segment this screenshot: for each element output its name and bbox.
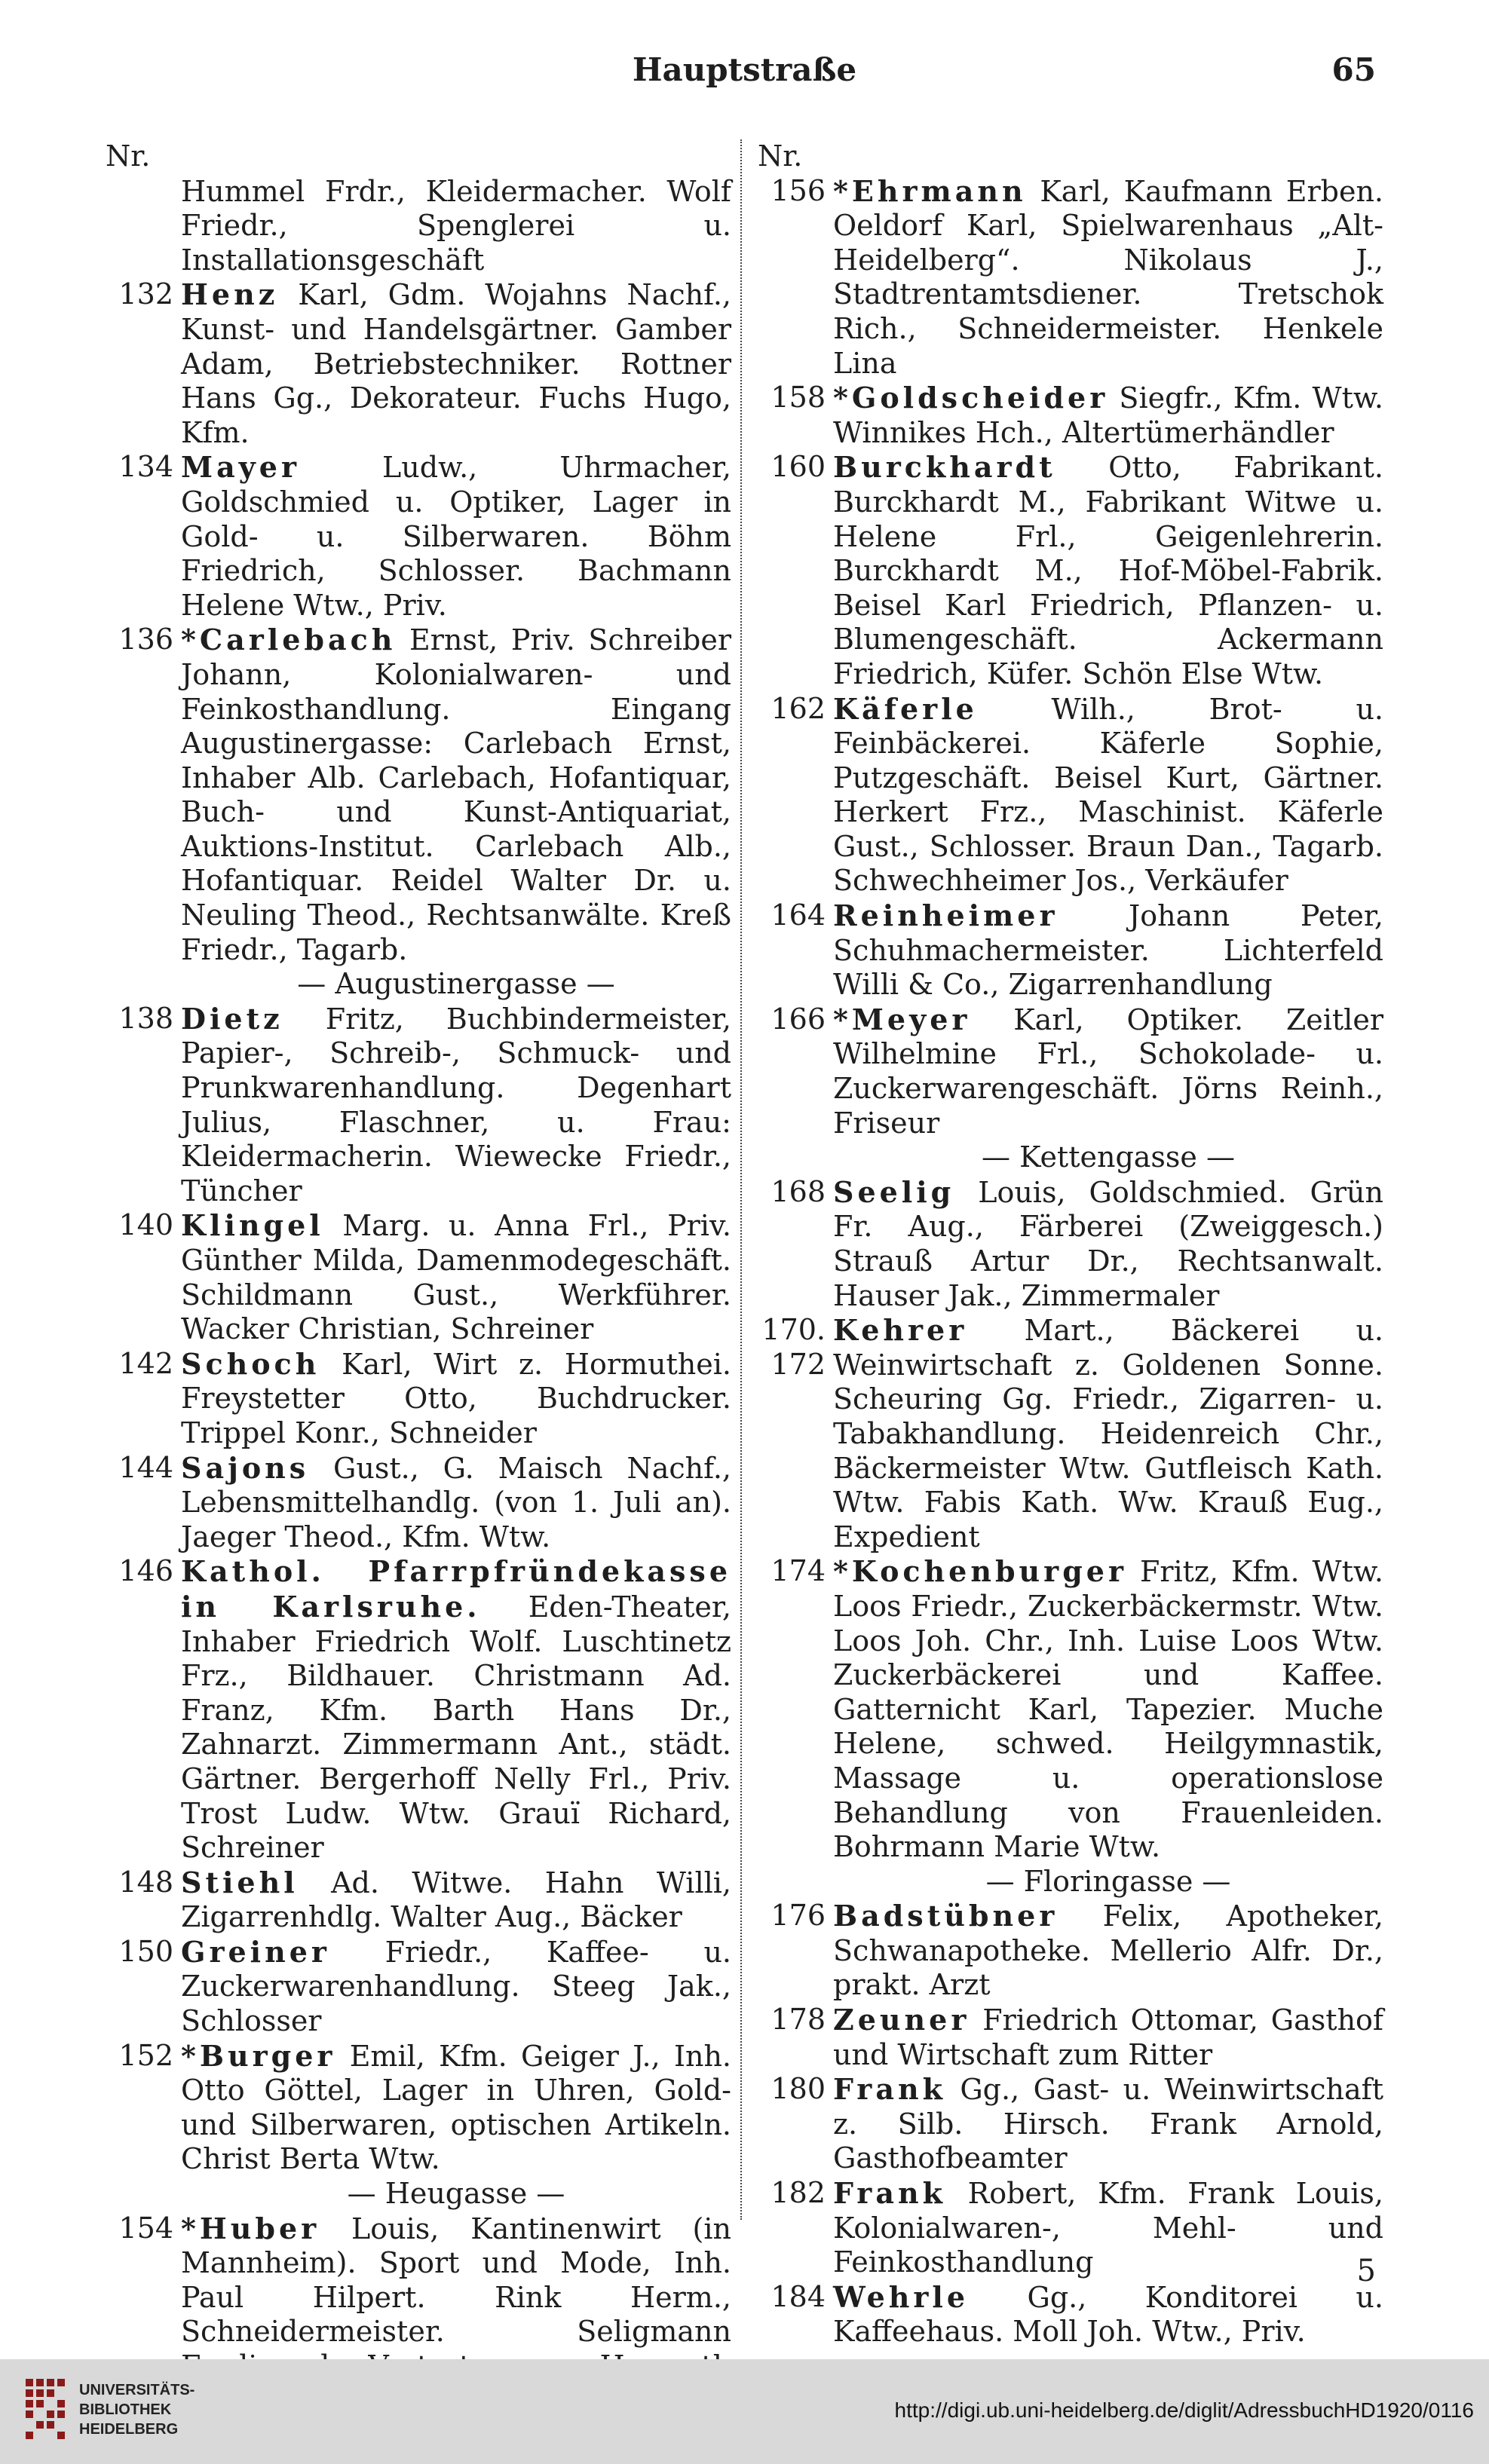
library-name-line: BIBLIOTHEK [79, 2401, 172, 2418]
address-entry [106, 1866, 731, 1935]
house-number: 184 [771, 2279, 826, 2313]
university-library-logo-icon [23, 2374, 68, 2447]
address-entry [106, 1208, 731, 1346]
resident-name: Käferle [833, 691, 978, 726]
house-number: 158 [771, 381, 826, 415]
address-entry [758, 2072, 1383, 2176]
resident-name: *Kochenburger [833, 1554, 1127, 1589]
street-divider: — Heugasse — [347, 2177, 565, 2211]
page-number: 65 [1331, 51, 1376, 88]
entry-text: Karl, Wirt z. Hormuthei. Freystetter Otto, Buchdrucker. Trippel Konr., Schneider [181, 1347, 731, 1449]
nr-label: Nr. [106, 139, 151, 173]
resident-name: *Goldscheider [833, 381, 1109, 415]
address-entry [106, 1451, 731, 1555]
resident-name: Mayer [181, 450, 300, 485]
address-entry [758, 450, 1383, 691]
resident-name: Burckhardt [833, 450, 1056, 485]
street-divider: — Floringasse — [985, 1864, 1231, 1898]
address-entry [106, 623, 731, 967]
entry-text: Ernst, Priv. Schreiber Johann, Kolonialwaren- und Feinkosthandlung. Eingang Augustinergasse: Carlebach Ernst, Inhaber Alb. Carlebach, Hofantiquar, Buch- und Kunst-Antiquariat, Auktions-Institut. Carlebach Alb., Hofantiquar. Reidel Walter Dr. u. Neuling Theod., Rechtsanwälte. Kreß Friedr., Tagarb. [181, 623, 731, 966]
address-entry [106, 1002, 731, 1209]
resident-name: *Huber [181, 2211, 320, 2245]
house-number: 148 [118, 1865, 173, 1899]
resident-name: Frank [833, 2176, 946, 2211]
address-entry [758, 2176, 1383, 2280]
house-number: 154 [118, 2211, 173, 2245]
entry-text: Fritz, Buchbindermeister, Papier-, Schreib-, Schmuck- und Prunkwarenhandlung. Degenhart Julius, Flaschner, u. Frau: Kleidermacherin. Wiewecke Friedr., Tüncher [181, 1002, 731, 1208]
resident-name: Sajons [181, 1450, 310, 1485]
house-number: 152 [118, 2038, 173, 2072]
street-divider: — Kettengasse — [982, 1140, 1235, 1174]
house-number: 170. 172 [761, 1313, 826, 1381]
resident-name: *Ehrmann [833, 173, 1027, 208]
address-entry [758, 2280, 1383, 2349]
address-entry [106, 1554, 731, 1865]
address-entry [758, 898, 1383, 1002]
right-entries [758, 174, 1383, 2349]
source-url-link[interactable]: http://digi.ub.uni-heidelberg.de/diglit/AdressbuchHD1920/0116 [894, 2398, 1474, 2422]
entry-text: Ludw., Uhrmacher, Goldschmied u. Optiker, Lager in Gold- u. Silberwaren. Böhm Friedrich, Schlosser. Bachmann Helene Wtw., Priv. [181, 451, 731, 622]
resident-name: Schoch [181, 1346, 320, 1381]
resident-name: Kathol. Pfarrpfründekasse in Karlsruhe. [181, 1554, 731, 1624]
house-number: 176 [771, 1899, 826, 1933]
sheet-number: 5 [1356, 2254, 1376, 2288]
address-entry [106, 450, 731, 623]
footer-bar [0, 2359, 1489, 2464]
address-entry [106, 2039, 731, 2177]
entry-text: Louis, Kantinenwirt (in Mannheim). Sport und Mode, Inh. Paul Hilpert. Rink Herm., Schneidermeister. Seligmann [181, 2211, 731, 2349]
resident-name: Klingel [181, 1208, 324, 1243]
library-name [79, 2380, 195, 2439]
house-number: 134 [118, 450, 173, 484]
address-entry [758, 1175, 1383, 1313]
entry-text: Marg. u. Anna Frl., Priv. Günther Milda, Damenmodegeschäft. Schildmann Gust., Werkführer. Wacker Christian, Schreiner [181, 1209, 731, 1346]
address-entry [106, 277, 731, 450]
nr-label: Nr. [758, 139, 803, 173]
address-entry [758, 381, 1383, 450]
address-entry [758, 1002, 1383, 1140]
resident-name: Kehrer [833, 1313, 968, 1348]
house-number: 178 [771, 2003, 826, 2037]
entry-text: Louis, Goldschmied. Grün Fr. Aug., Färberei (Zweiggesch.) Strauß Artur Dr., Rechtsanwalt. Hauser Jak., Zimmermaler [833, 1175, 1383, 1312]
address-entry [758, 1554, 1383, 1864]
entry-text: Mart., Bäckerei u. Weinwirtschaft z. Goldenen Sonne. Scheuring Gg. Friedr., Zigarren- u. Tabakhandlung. Heidenreich Chr., Bäckermeister Wtw. Gutfleisch Kath. Wtw. Fabis Kath. Ww. Krauß Eug., Expedient [833, 1314, 1383, 1553]
address-entry [106, 174, 731, 278]
house-number: 132 [118, 277, 173, 311]
resident-name: Dietz [181, 1001, 283, 1036]
entry-text: Friedrich Ottomar, Gasthof und Wirtschaft zum Ritter [833, 2003, 1383, 2071]
entry-text: Wilh., Brot- u. Feinbäckerei. Käferle Sophie, Putzgeschäft. Beisel Kurt, Gärtner. Herkert Frz., Maschinist. Käferle Gust., Schlosser. Braun Dan., Tagarb. Schwechheimer Jos., Verkäufer [833, 692, 1383, 898]
house-number: 150 [118, 1934, 173, 1968]
resident-name: *Meyer [833, 1002, 971, 1036]
house-number: 182 [771, 2176, 826, 2210]
address-entry [758, 692, 1383, 899]
resident-name: *Burger [181, 2038, 336, 2073]
resident-name: Henz [181, 277, 279, 312]
entry-text: Johann Peter, Schuhmachermeister. Lichterfeld Willi & Co., Zigarrenhandlung [833, 899, 1383, 1002]
entry-text: Otto, Fabrikant. Burckhardt M., Fabrikant Witwe u. Helene Frl., Geigenlehrerin. Burckhardt M., Hof-Möbel-Fabrik. Beisel Karl Friedrich, Pflanzen- u. Blumengeschäft. Ackermann Friedrich, Küfer. Schön Else Wtw. [833, 451, 1383, 690]
page-header [0, 45, 1489, 98]
house-number: 136 [118, 623, 173, 657]
entry-text: Hummel Frdr., Kleidermacher. Wolf Friedr., Spenglerei u. Installationsgeschäft [181, 174, 731, 277]
house-number: 164 [771, 898, 826, 932]
entry-text: Emil, Kfm. Geiger J., Inh. Otto Göttel, Lager in Uhren, Gold- und Silberwaren, optischen Artikeln. Christ Berta Wtw. [181, 2039, 731, 2176]
address-entry [106, 1347, 731, 1451]
resident-name: Stiehl [181, 1865, 299, 1899]
entry-text: Karl, Gdm. Wojahns Nachf., Kunst- und Handelsgärtner. Gamber Adam, Betriebstechniker. Rottner Hans Gg., Dekorateur. Fuchs Hugo, Kfm. [181, 278, 731, 449]
house-number: 140 [118, 1208, 173, 1242]
resident-name: Badstübner [833, 1899, 1059, 1933]
address-entry [106, 1935, 731, 2039]
left-column [106, 139, 731, 2453]
house-number: 162 [771, 691, 826, 725]
library-name-line: HEIDELBERG [79, 2421, 179, 2438]
entry-text: Fritz, Kfm. Wtw. Loos Friedr., Zuckerbäckermstr. Wtw. Loos Joh. Chr., Inh. Luise Loos Wtw. Zuckerbäckerei und Kaffee. Gatternicht Karl, Tapezier. Muche Helene, schwed. Heilgymnastik, Massage u. operationslose Behandlung von Frauenleiden. Bohrmann Marie Wtw. [833, 1555, 1383, 1864]
entry-text: Eden-Theater, Inhaber Friedrich Wolf. Luschtinetz Frz., Bildhauer. Christmann Ad. Franz, Kfm. Barth Hans Dr., Zahnarzt. Zimmermann Ant., städt. Gärtner. Bergerhoff Nelly Frl., Priv. Trost Ludw. Wtw. Grauï Richard, Schreiner [181, 1590, 731, 1865]
house-number: 166 [771, 1002, 826, 1036]
entry-text: Gg., Konditorei u. Kaffeehaus. Moll Joh. Wtw., Priv. [833, 2280, 1383, 2349]
house-number: 174 [771, 1554, 826, 1588]
street-divider: — Augustinergasse — [297, 967, 615, 1001]
address-entry [758, 2003, 1383, 2072]
house-number: 138 [118, 1001, 173, 1035]
house-number: 156 [771, 173, 826, 207]
entry-text: Friedr., Kaffee- u. Zuckerwarenhandlung. Steeg Jak., Schlosser [181, 1935, 731, 2038]
address-entry [758, 1899, 1383, 2003]
left-entries [106, 174, 731, 2453]
entry-text: Robert, Kfm. Frank Louis, Kolonialwaren-, Mehl- und Feinkosthandlung [833, 2177, 1383, 2279]
entry-text: Ad. Witwe. Hahn Willi, Zigarrenhdlg. Walter Aug., Bäcker [181, 1866, 731, 1934]
column-divider [740, 139, 742, 2220]
right-column [758, 139, 1383, 2349]
house-number: 146 [118, 1554, 173, 1588]
entry-text: Karl, Kaufmann Erben. Oeldorf Karl, Spielwarenhaus „Alt-Heidelberg“. Nikolaus J., Stadtrentamtsdiener. Tretschok Rich., Schneidermeister. Henkele Lina [833, 174, 1383, 380]
entry-text: Gust., G. Maisch Nachf., Lebensmittelhandlg. (von 1. Juli an). Jaeger Theod., Kfm. Wtw. [181, 1451, 731, 1553]
house-number: 180 [771, 2072, 826, 2106]
resident-name: Seelig [833, 1174, 955, 1209]
entry-text: Siegfr., Kfm. Wtw. Winnikes Hch., Altertümerhändler [833, 381, 1383, 449]
entry-text: Gg., Gast- u. Weinwirtschaft z. Silb. Hirsch. Frank Arnold, Gasthofbeamter [833, 2073, 1383, 2175]
resident-name: Reinheimer [833, 898, 1059, 933]
entry-text: Karl, Optiker. Zeitler Wilhelmine Frl., Schokolade- u. Zuckerwarengeschäft. Jörns Reinh., Friseur [833, 1002, 1383, 1140]
resident-name: *Carlebach [181, 623, 397, 657]
address-entry [758, 1313, 1383, 1554]
resident-name: Frank [833, 2072, 946, 2107]
entry-text: Felix, Apotheker, Schwanapotheke. Mellerio Alfr. Dr., prakt. Arzt [833, 1899, 1383, 2002]
resident-name: Wehrle [833, 2279, 970, 2314]
house-number: 168 [771, 1174, 826, 1208]
house-number: 144 [118, 1450, 173, 1484]
house-number: 160 [771, 450, 826, 484]
resident-name: Zeuner [833, 2003, 970, 2037]
address-entry [758, 174, 1383, 381]
house-number: 142 [118, 1346, 173, 1380]
library-name-line: UNIVERSITÄTS- [79, 2382, 195, 2398]
page-title: Hauptstraße [632, 51, 857, 88]
resident-name: Greiner [181, 1934, 330, 1969]
